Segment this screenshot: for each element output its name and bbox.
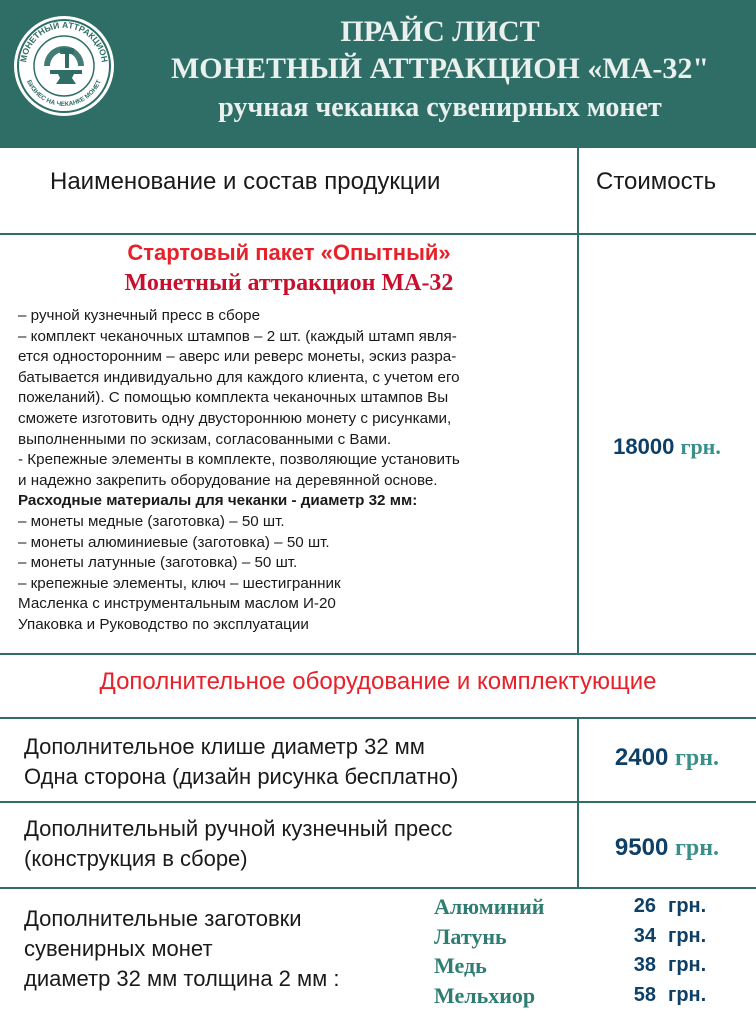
extra-press-description xyxy=(24,814,452,874)
blank-metal-prices xyxy=(608,892,756,1010)
column-header-price: Стоимость xyxy=(596,168,717,195)
extra-cliche-price-currency: грн. xyxy=(674,745,720,771)
blanks-description xyxy=(24,904,340,994)
blanks-line: сувенирных монет xyxy=(24,936,213,961)
package-line: ется односторонним – аверс или реверс монеты, эскиз разра- xyxy=(18,348,457,366)
logo-ring-text: МОНЕТНЫЙ АТТРАКЦИОН xyxy=(18,19,110,63)
extra-cliche-line: Дополнительное клише диаметр 32 мм xyxy=(24,734,425,759)
metal-price-currency: грн. xyxy=(668,895,707,917)
package-line: – комплект чеканочных штампов – 2 шт. (каждый штамп явля- xyxy=(18,327,457,345)
extra-press-line: Дополнительный ручной кузнечный пресс xyxy=(24,816,453,841)
metal-price-row xyxy=(608,951,756,981)
package-line: батывается индивидуально для каждого клиента, с учетом его xyxy=(18,368,460,386)
consumable-item: – монеты алюминиевые (заготовка) – 50 шт. xyxy=(18,533,330,551)
product-title: МОНЕТНЫЙ АТТРАКЦИОН «МА-32" xyxy=(170,52,710,85)
package-title: Стартовый пакет «Опытный» xyxy=(127,240,451,265)
extras-section-title: Дополнительное оборудование и комплектующие xyxy=(99,668,657,695)
metal-price-currency: грн. xyxy=(668,924,707,947)
price-list-title: ПРАЙС ЛИСТ xyxy=(340,15,540,48)
extra-press-price-value: 9500 xyxy=(614,834,669,861)
consumables-heading: Расходные материалы для чеканки - диаметр 32 мм: xyxy=(18,492,418,510)
package-subtitle: Монетный аттракцион МА-32 xyxy=(124,270,454,296)
company-logo xyxy=(12,14,116,118)
package-line: – ручной кузнечный пресс в сборе xyxy=(18,307,261,324)
extra-cliche-price-value: 2400 xyxy=(614,744,669,771)
metal-price-value: 58 xyxy=(633,983,656,1006)
consumable-item: – монеты латунные (заготовка) – 50 шт. xyxy=(18,554,298,572)
extra-cliche-description xyxy=(24,732,458,792)
blank-metals-list xyxy=(434,892,544,1010)
metal-price-currency: грн. xyxy=(668,954,707,976)
header-title-block xyxy=(130,14,750,126)
package-description xyxy=(18,306,578,636)
metal-price-row xyxy=(608,981,756,1011)
metal-name: Алюминий xyxy=(434,894,545,919)
package-price-currency: грн. xyxy=(680,434,721,459)
consumable-item: – крепежные элементы, ключ – шестигранник xyxy=(18,574,341,592)
metal-name: Латунь xyxy=(434,923,507,949)
extra-cliche-line: Одна сторона (дизайн рисунка бесплатно) xyxy=(24,764,459,789)
extra-press-price-currency: грн. xyxy=(674,835,720,861)
consumable-item: Упаковка и Руководство по эксплуатации xyxy=(18,615,309,633)
metal-name: Медь xyxy=(434,953,487,978)
extra-press-line: (конструкция в сборе) xyxy=(24,846,248,871)
metal-price-value: 34 xyxy=(633,924,656,947)
metal-price-row xyxy=(608,892,756,922)
consumable-item: – монеты медные (заготовка) – 50 шт. xyxy=(18,512,285,530)
blanks-line: диаметр 32 мм толщина 2 мм : xyxy=(24,966,340,991)
metal-name: Мельхиор xyxy=(434,982,536,1008)
extra-cliche-price xyxy=(578,744,756,772)
metal-price-currency: грн. xyxy=(668,983,707,1006)
package-price-value: 18000 xyxy=(613,434,675,459)
package-line: и надежно закрепить оборудование на деревянной основе. xyxy=(18,471,438,489)
svg-text:БИЗНЕС НА ЧЕКАНКЕ МОНЕТ: БИЗНЕС НА ЧЕКАНКЕ МОНЕТ xyxy=(25,78,103,109)
metal-price-value: 26 xyxy=(633,895,656,917)
package-line: выполненными по эскизам, согласованными с Вами. xyxy=(18,430,392,448)
header-banner xyxy=(0,0,756,148)
package-line: - Крепежные элементы в комплекте, позволяющие установить xyxy=(18,451,460,469)
extra-press-price xyxy=(578,834,756,862)
blanks-line: Дополнительные заготовки xyxy=(24,906,302,931)
product-subtitle: ручная чеканка сувенирных монет xyxy=(218,92,662,123)
package-line: сможете изготовить одну двустороннюю монету с рисунками, xyxy=(18,409,452,427)
column-header-name: Наименование и состав продукции xyxy=(50,168,441,195)
consumable-item: Масленка с инструментальным маслом И-20 xyxy=(18,595,336,613)
package-line: пожеланий). С помощью комплекта чеканочных штампов Вы xyxy=(18,389,449,407)
metal-price-row xyxy=(608,922,756,952)
package-price xyxy=(578,434,756,460)
metal-price-value: 38 xyxy=(633,954,656,976)
